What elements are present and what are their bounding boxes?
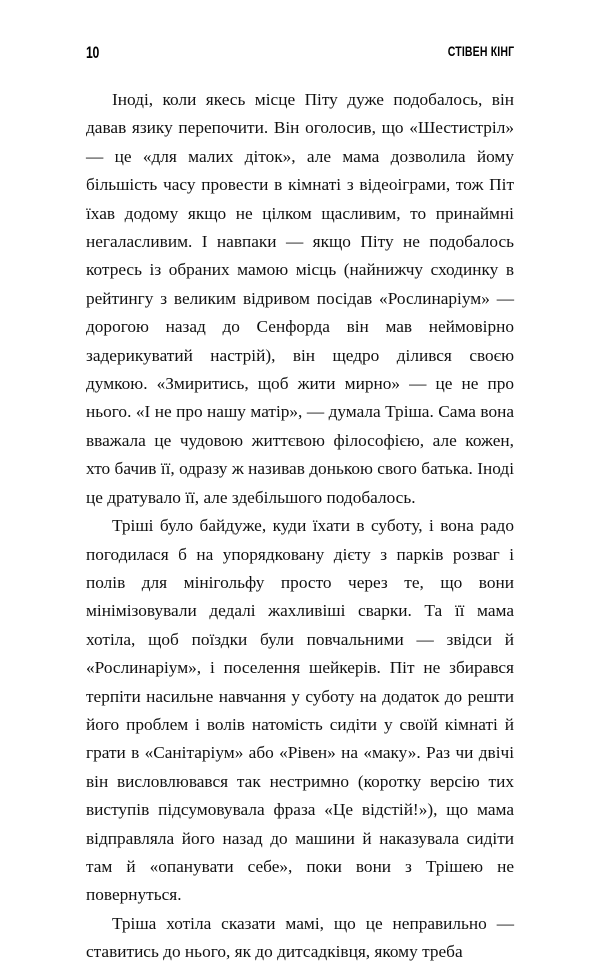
running-head-author: СТІВЕН КІНГ xyxy=(447,44,514,60)
body-text xyxy=(86,86,514,967)
paragraph: Іноді, коли якесь місце Піту дуже подобалось, він давав язику перепочити. Він оголосив, що «Шестистріл» — це «для малих діток», але мама дозволила йому більшість часу провести в кімнаті з відеоіграми, тож Піт їхав додому якщо не цілком щасливим, то принаймні негаласливим. І навпаки — якщо Піту не подобалось котресь із обраних мамою місць (найнижчу сходинку в рейтингу з великим відривом посідав «Рослинаріум» — дорогою назад до Сенфорда він мав неймовірно задерикуватий настрій), він щедро ділився своєю думкою. «Змиритись, щоб жити мирно» — це не про нього. «І не про нашу матір», — думала Тріша. Сама вона вважала це чудовою життєвою філософією, але кожен, хто бачив її, одразу ж називав донькою свого батька. Іноді це дратувало її, але здебільшого подобалось. xyxy=(86,90,514,507)
paragraph: Тріші було байдуже, куди їхати в суботу, і вона радо погодилася б на упорядковану дієту з парків розваг і полів для мінігольфу просто через те, що вони мінімізовували дедалі жахливіші сварки. Та її мама хотіла, щоб поїздки були повчальними — звідси й «Рослинаріум», і поселення шейкерів. Піт не збирався терпіти насильне навчання у суботу на додаток до решти його проблем і волів натомість сидіти у своїй кімнаті й грати в «Санітаріум» або «Рівен» на «маку». Раз чи двічі він висловлювався так нестримно (коротку версію тих виступів підсумовувала фраза «Це відстій!»), що мама відправляла його назад до машини й наказувала сидіти там й «опанувати себе», поки вони з Трішею не повернуться. xyxy=(86,516,514,905)
page-number: 10 xyxy=(86,42,99,62)
running-head xyxy=(86,41,514,63)
paragraph: Тріша хотіла сказати мамі, що це неправильно — ставитись до нього, як до дитсадківця, якому треба xyxy=(86,913,514,962)
